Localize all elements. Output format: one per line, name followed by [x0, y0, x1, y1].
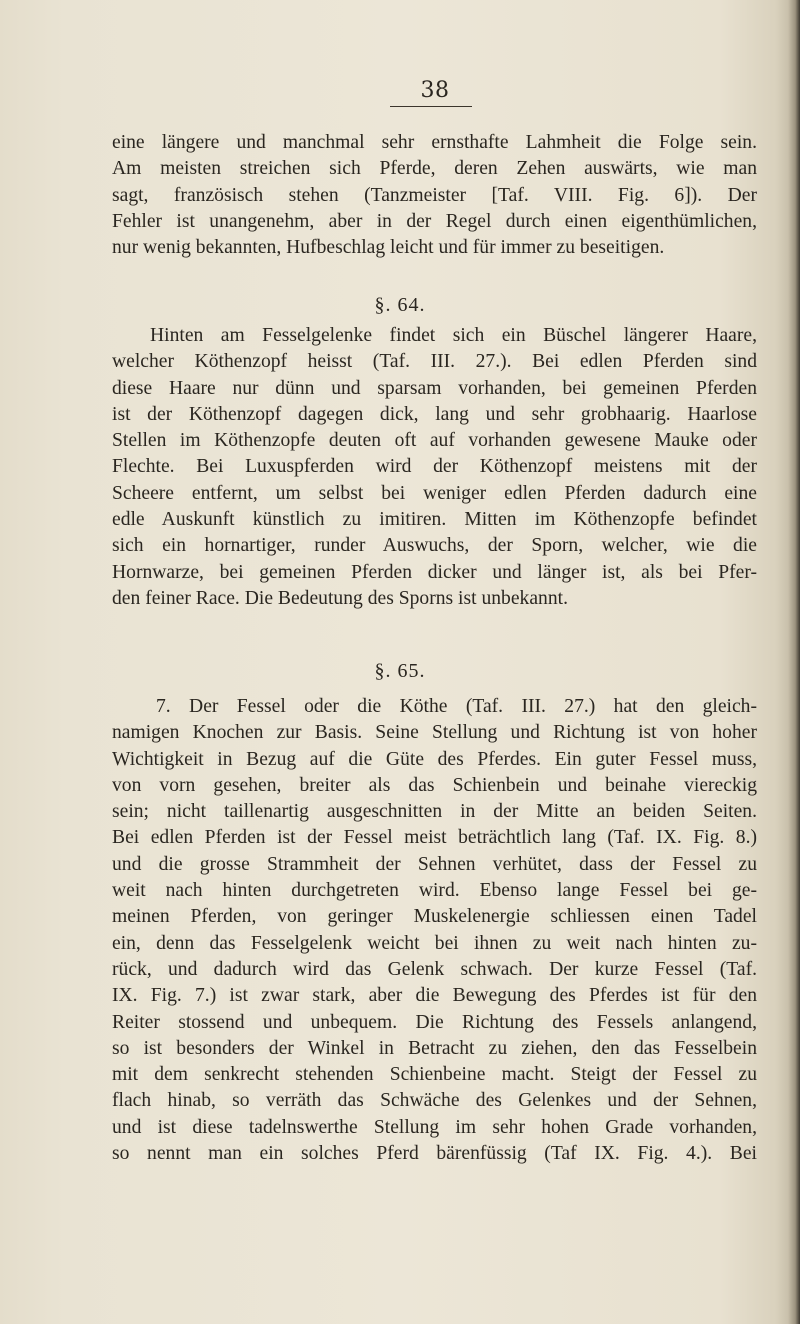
- text-line: flach hinab, so verräth das Schwäche des Gelenkes und der Sehnen,: [112, 1090, 757, 1112]
- text-line: IX. Fig. 7.) ist zwar stark, aber die Bewegung des Pferdes ist für den: [112, 985, 757, 1007]
- text-line: Reiter stossend und unbequem. Die Richtung des Fessels anlangend,: [112, 1011, 757, 1033]
- paragraph-section-65: [112, 694, 757, 1167]
- text-line: Fehler ist unangenehm, aber in der Regel durch einen eigenthümlichen,: [112, 210, 757, 232]
- text-line: von vorn gesehen, breiter als das Schienbein und beinahe viereckig: [112, 774, 757, 796]
- text-line: Bei edlen Pferden ist der Fessel meist beträchtlich lang (Taf. IX. Fig. 8.): [112, 827, 757, 849]
- text-line: meinen Pferden, von geringer Muskelenergie schliessen einen Tadel: [112, 906, 757, 928]
- text-line: rück, und dadurch wird das Gelenk schwach. Der kurze Fessel (Taf.: [112, 958, 757, 980]
- text-line: Stellen im Köthenzopfe deuten oft auf vorhanden gewesene Mauke oder: [112, 430, 757, 452]
- text-line: Hornwarze, bei gemeinen Pferden dicker und länger ist, als bei Pfer-: [112, 561, 757, 583]
- section-heading-65: §. 65.: [374, 660, 426, 682]
- section-heading-64: §. 64.: [374, 294, 426, 316]
- text-line: nur wenig bekannten, Hufbeschlag leicht und für immer zu beseitigen.: [112, 237, 665, 259]
- text-line: Wichtigkeit in Bezug auf die Güte des Pferdes. Ein guter Fessel muss,: [112, 748, 757, 770]
- page-number: 38: [420, 78, 450, 103]
- page-number-rule: [390, 106, 472, 107]
- text-line: so ist besonders der Winkel in Betracht zu ziehen, den das Fesselbein: [112, 1037, 757, 1059]
- text-line: Flechte. Bei Luxuspferden wird der Köthenzopf meistens mit der: [112, 456, 757, 478]
- text-line: weit nach hinten durchgetreten wird. Ebenso lange Fessel bei ge-: [112, 880, 757, 902]
- text-line: sich ein hornartiger, runder Auswuchs, der Sporn, welcher, wie die: [112, 535, 757, 557]
- text-line: 7. Der Fessel oder die Köthe (Taf. III. 27.) hat den gleich-: [156, 696, 757, 717]
- text-line: und die grosse Strammheit der Sehnen verhütet, dass der Fessel zu: [112, 853, 757, 875]
- text-line: ein, denn das Fesselgelenk weicht bei ihnen zu weit nach hinten zu-: [112, 932, 757, 954]
- paragraph-section-64: [112, 323, 757, 612]
- text-line: welcher Köthenzopf heisst (Taf. III. 27.). Bei edlen Pferden sind: [112, 351, 757, 373]
- paragraph-continuation: [112, 130, 757, 261]
- text-line: und ist diese tadelnswerthe Stellung im sehr hohen Grade vorhanden,: [112, 1116, 757, 1138]
- text-line: diese Haare nur dünn und sparsam vorhanden, bei gemeinen Pferden: [112, 377, 757, 399]
- text-line: den feiner Race. Die Bedeutung des Sporns ist unbekannt.: [112, 587, 568, 609]
- text-line: Hinten am Fesselgelenke findet sich ein Büschel längerer Haare,: [150, 325, 757, 346]
- text-line: sein; nicht taillenartig ausgeschnitten in der Mitte an beiden Seiten.: [112, 801, 757, 823]
- text-line: namigen Knochen zur Basis. Seine Stellung und Richtung ist von hoher: [112, 722, 757, 744]
- text-line: eine längere und manchmal sehr ernsthafte Lahmheit die Folge sein.: [112, 132, 757, 153]
- text-line: edle Auskunft künstlich zu imitiren. Mitten im Köthenzopfe befindet: [112, 509, 757, 531]
- text-line: sagt, französisch stehen (Tanzmeister [Taf. VIII. Fig. 6]). Der: [112, 184, 757, 206]
- text-line: ist der Köthenzopf dagegen dick, lang und sehr grobhaarig. Haarlose: [112, 403, 757, 425]
- text-line: so nennt man ein solches Pferd bärenfüssig (Taf IX. Fig. 4.). Bei: [112, 1143, 757, 1165]
- text-line: Am meisten streichen sich Pferde, deren Zehen auswärts, wie man: [112, 158, 757, 180]
- text-line: mit dem senkrecht stehenden Schienbeine macht. Steigt der Fessel zu: [112, 1064, 757, 1086]
- text-line: Scheere entfernt, um selbst bei weniger edlen Pferden dadurch eine: [112, 482, 757, 504]
